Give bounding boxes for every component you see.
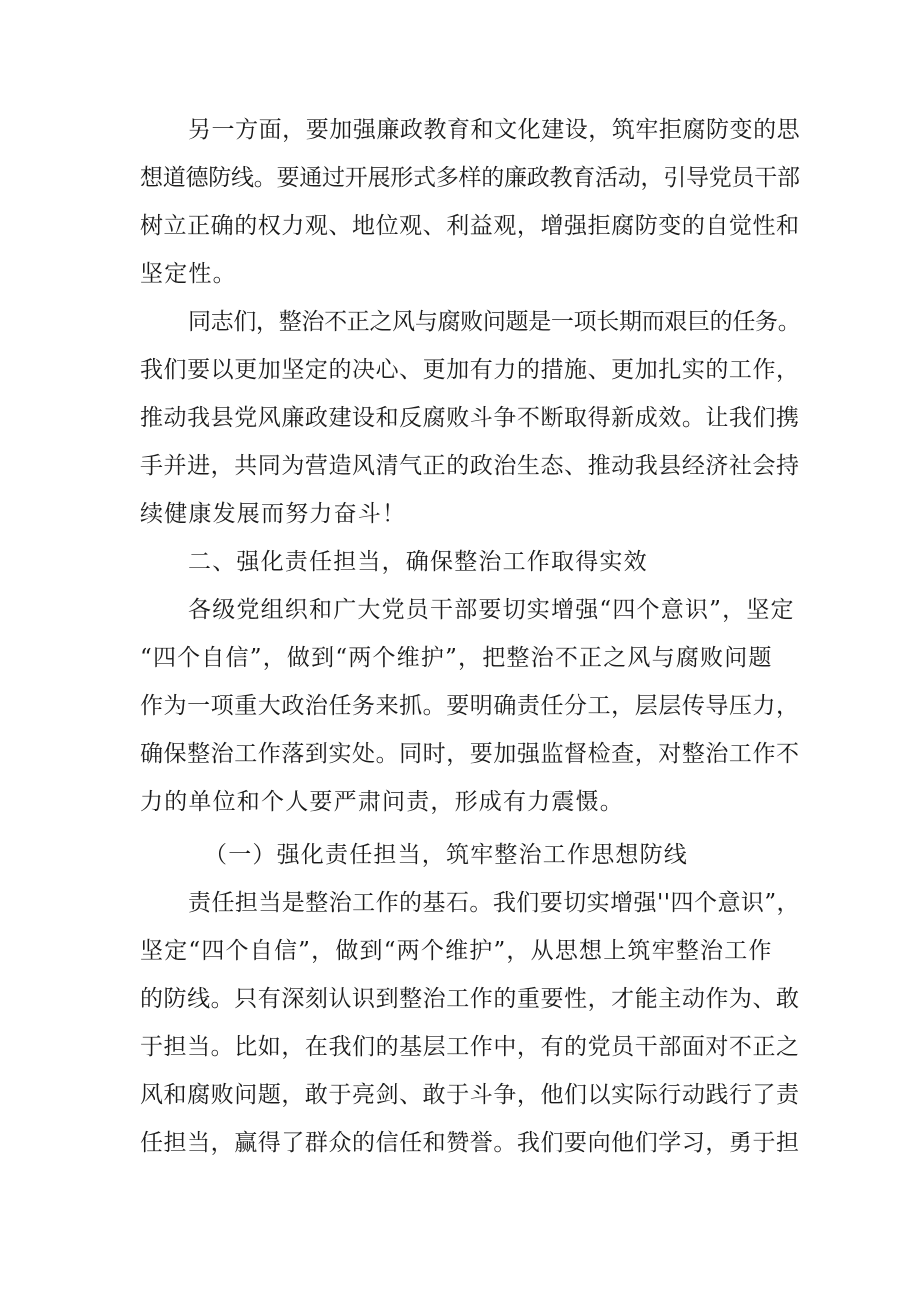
section-heading: 二、强化责任担当，确保整治工作取得实效 bbox=[188, 549, 648, 575]
paragraph-line: 想道德防线。要通过开展形式多样的廉政教育活动，引导党员干部 bbox=[140, 165, 800, 191]
paragraph-line: 我们要以更加坚定的决心、更加有力的措施、更加扎实的工作， bbox=[140, 357, 800, 383]
paragraph-line: 任担当，赢得了群众的信任和赞誉。我们要向他们学习，勇于担 bbox=[140, 1130, 800, 1156]
paragraph-line: “四个自信”，做到“两个维护”，把整治不正之风与腐败问题 bbox=[140, 645, 773, 671]
paragraph-line: 坚定“四个自信”，做到“两个维护”，从思想上筑牢整治工作 bbox=[140, 938, 773, 964]
paragraph-line: 风和腐败问题，敢于亮剑、敢于斗争，他们以实际行动践行了责 bbox=[140, 1082, 800, 1108]
paragraph-line: 力的单位和个人要严肃问责，形成有力震慑。 bbox=[140, 789, 624, 815]
paragraph-line: 坚定性。 bbox=[140, 261, 237, 287]
paragraph-line: 手并进，共同为营造风清气正的政治生态、推动我县经济社会持 bbox=[140, 453, 800, 479]
paragraph-line: 另一方面，要加强廉政教育和文化建设，筑牢拒腐防变的思 bbox=[188, 117, 801, 143]
paragraph-line: 推动我县党风廉政建设和反腐败斗争不断取得新成效。让我们携 bbox=[140, 405, 800, 431]
paragraph-line: 于担当。比如，在我们的基层工作中，有的党员干部面对不正之 bbox=[140, 1034, 800, 1060]
paragraph-line: 各级党组织和广大党员干部要切实增强“四个意识”，坚定 bbox=[188, 597, 795, 623]
paragraph-line: 责任担当是整治工作的基石。我们要切实增强''四个意识”， bbox=[188, 890, 801, 916]
paragraph-line: 确保整治工作落到实处。同时，要加强监督检查，对整治工作不 bbox=[140, 741, 800, 767]
paragraph-line: 树立正确的权力观、地位观、利益观，增强拒腐防变的自觉性和 bbox=[140, 213, 800, 239]
paragraph-line: 作为一项重大政治任务来抓。要明确责任分工，层层传导压力， bbox=[140, 693, 800, 719]
paragraph-line: 同志们，整治不正之风与腐败问题是一项长期而艰巨的任务。 bbox=[188, 309, 801, 335]
subsection-heading: （一）强化责任担当，筑牢整治工作思想防线 bbox=[204, 842, 688, 868]
paragraph-line: 的防线。只有深刻认识到整治工作的重要性，才能主动作为、敢 bbox=[140, 986, 800, 1012]
paragraph-line: 续健康发展而努力奋斗！ bbox=[140, 501, 407, 527]
